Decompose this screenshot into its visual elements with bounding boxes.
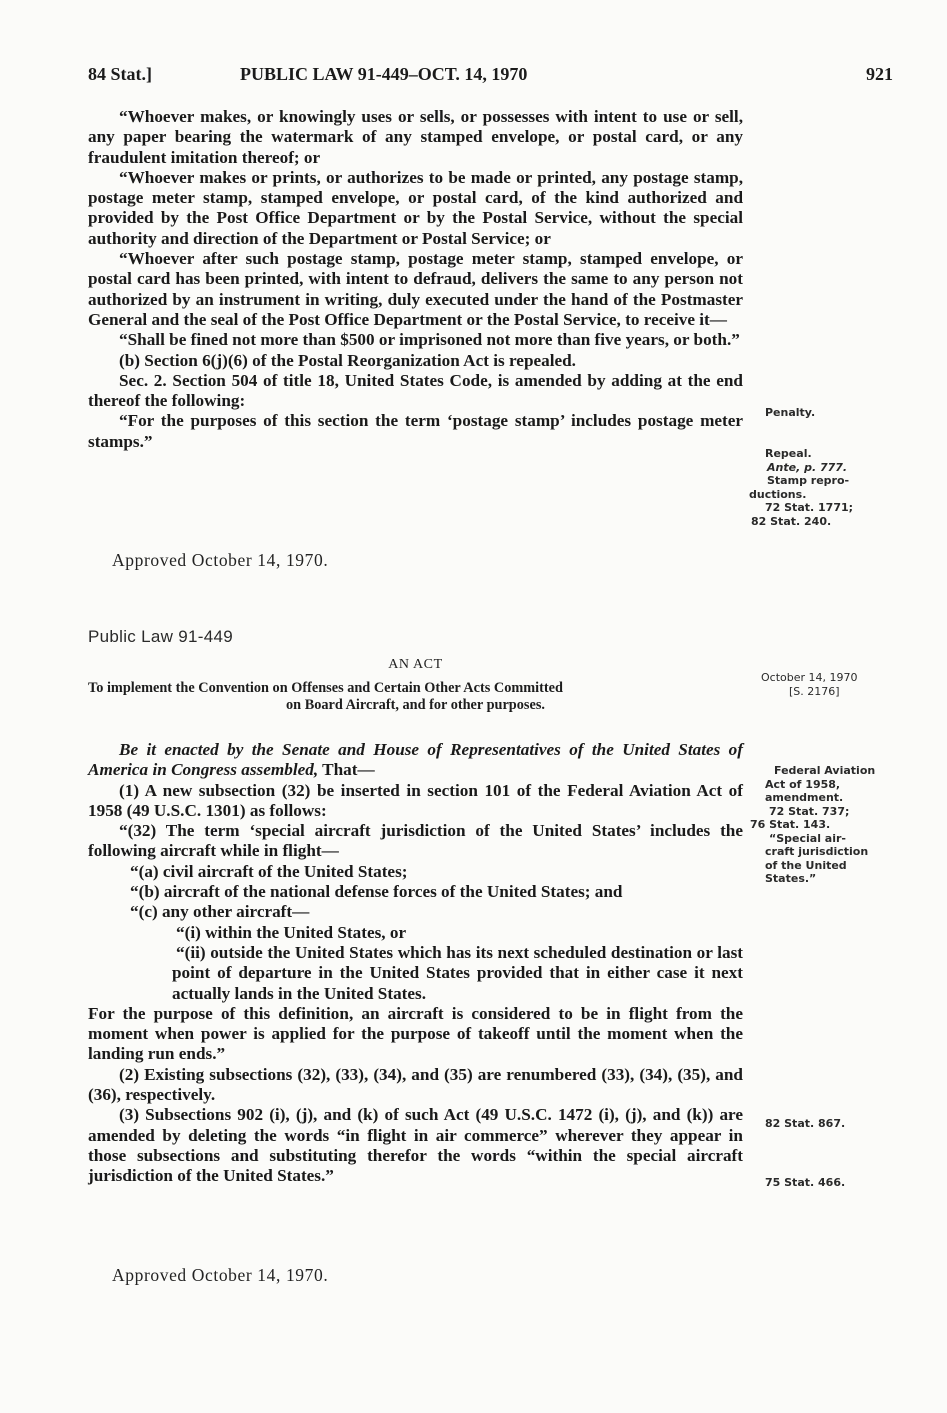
margin-line: Repeal. [765,447,812,460]
law-title: Public Law 91-449 [88,627,233,646]
purpose-line: on Board Aircraft, and for other purposes. [286,697,545,713]
paragraph: (3) Subsections 902 (i), (j), and (k) of such Act (49 U.S.C. 1472 (i), (j), and (k)) are amended by deleting the words “in flight in air commerce” wherever they appear in those subsections and substituting therefor the words “within the special aircraft jurisdiction of the United States.” [88,1105,743,1186]
paragraph: (b) Section 6(j)(6) of the Postal Reorganization Act is repealed. [119,350,576,370]
paragraph: For the purpose of this definition, an aircraft is considered to be in flight from the moment when power is applied for the purpose of takeoff until the moment when the landing run ends.” [88,1003,743,1064]
margin-line: Federal Aviation [774,764,876,777]
clause-a: “(a) civil aircraft of the United States; [130,861,408,881]
clause-c: “(c) any other aircraft— [130,902,310,922]
clause-b: “(b) aircraft of the national defense forces of the United States; and [130,882,623,902]
margin-note-date [761,671,858,698]
margin-line: ductions. [749,487,807,501]
margin-line: Stamp repro- [767,474,850,487]
enacting-clause [88,740,743,781]
stat-volume: 84 Stat.] [88,64,152,84]
paragraph: “Shall be fined not more than $500 or imprisoned not more than five years, or both.” [119,330,740,350]
paragraph: (1) A new subsection (32) be inserted in section 101 of the Federal Aviation Act of 1958 (49 U.S.C. 1301) as follows: [88,780,743,820]
paragraph: Sec. 2. Section 504 of title 18, United States Code, is amended by adding at the end thereof the following: [88,370,743,411]
margin-line: States.” [765,872,817,885]
paragraph: “Whoever makes, or knowingly uses or sells, or possesses with intent to use or sell, any paper bearing the watermark of any stamped envelope, or postal card, or any fraudulent imitation thereof; or [88,107,743,167]
margin-line: of the United [765,858,847,872]
margin-note-repeal [749,447,854,528]
section-1-body [88,107,743,452]
margin-note-aviation [750,764,876,886]
paragraph: “Whoever makes or prints, or authorizes to be made or printed, any postage stamp, postage meter stamp, stamped envelope, or postal card, of the kind authorized and provided by the Post Office Department or by the Postal Service, without the special authority and direction of the Department or Postal Service; or [88,167,743,248]
purpose-line: To implement the Convention on Offenses and Certain Other Acts Committed [88,680,563,696]
enacting-that: That— [318,760,375,780]
clause-c-ii: “(ii) outside the United States which has its next scheduled destination or last point of departure in the United States provided that in either case it next actually lands in the United States. [172,942,743,1003]
margin-line: 72 Stat. 1771; [765,501,854,514]
clause-c-i: “(i) within the United States, or [176,922,407,942]
paragraph: “Whoever after such postage stamp, postage meter stamp, stamped envelope, or postal card has been printed, with intent to defraud, delivers the same to any person not authorized by an instrument in writing, duly executed under the hand of the Postmaster General and the seal of the Post Office Department or the Postal Service, to receive it— [88,249,743,329]
margin-line: 72 Stat. 737; [769,804,850,818]
act-purpose [88,680,743,714]
approval-date: Approved October 14, 1970. [112,1265,329,1285]
margin-line: 82 Stat. 240. [751,514,832,528]
margin-note-penalty: Penalty. [765,406,816,419]
margin-line: Act of 1958, [765,777,841,791]
paragraph: “(32) The term ‘special aircraft jurisdiction of the United States’ includes the following aircraft while in flight— [88,821,743,861]
margin-note-stat: 75 Stat. 466. [765,1176,846,1189]
page-header [88,64,893,90]
paragraph: “For the purposes of this section the term ‘postage stamp’ includes postage meter stamps.” [88,411,743,451]
margin-line: “Special air- [769,831,846,845]
margin-line: October 14, 1970 [761,671,858,684]
margin-note-stat: 82 Stat. 867. [765,1117,846,1130]
section-2-body [88,740,743,1187]
margin-line: 76 Stat. 143. [750,818,831,831]
approval-date: Approved October 14, 1970. [112,550,329,570]
an-act-heading: AN ACT [388,657,443,672]
running-title: PUBLIC LAW 91-449–OCT. 14, 1970 [240,64,528,84]
page-number: 921 [866,64,893,84]
margin-line: craft jurisdiction [765,845,869,858]
margin-line: amendment. [765,791,844,804]
margin-line: [S. 2176] [789,684,840,698]
paragraph: (2) Existing subsections (32), (33), (34), and (35) are renumbered (33), (34), (35), and (36), respectively. [88,1064,743,1105]
margin-line: Ante, p. 777. [767,460,848,474]
enacting-text: Be it enacted by the Senate and House of Representatives of the United States of America in Congress assembled, [88,740,743,780]
